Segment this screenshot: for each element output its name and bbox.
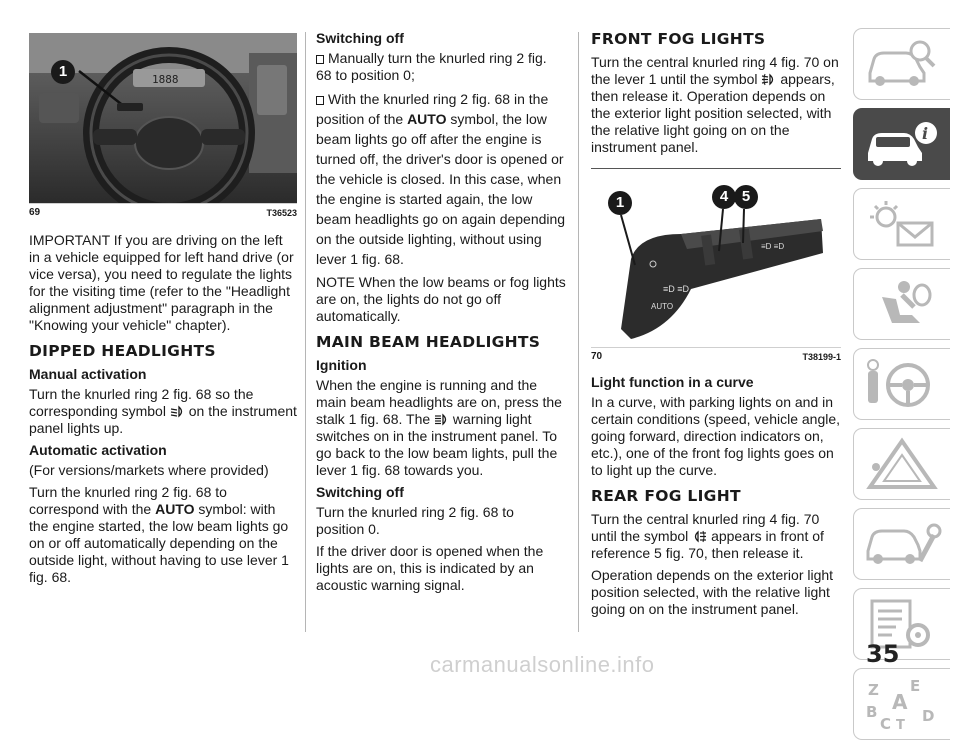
chapter-tab-starting-driving[interactable] (853, 348, 950, 420)
svg-text:1888: 1888 (152, 73, 179, 86)
chapter-tab-warning-lights[interactable] (853, 188, 950, 260)
index-letter-b: B (866, 703, 878, 721)
index-letter-d: D (922, 707, 935, 725)
bullet-item-1: Manually turn the knurled ring 2 fig. 68 to position 0; (316, 50, 547, 83)
page-number: 35 (866, 640, 900, 668)
middle-column (316, 0, 566, 599)
curve-light-text: In a curve, with parking lights on and in certain conditions (speed, vehicle angle, going forward, direction indicators on, etc.), one of the front fog lights goes on to light up the curve. (591, 394, 841, 478)
auto-symbol-label: AUTO (407, 111, 447, 127)
seat-airbag-icon (862, 277, 942, 331)
figure-code: T36523 (266, 207, 297, 218)
chapter-tab-knowing-vehicle[interactable] (853, 28, 950, 100)
figure-code: T38199-1 (802, 351, 841, 362)
ignition-heading: Ignition (316, 357, 367, 373)
main-beam-icon (434, 413, 449, 426)
section-separator (591, 168, 841, 169)
rear-fog-heading: REAR FOG LIGHT (591, 487, 741, 505)
low-beam-icon (170, 405, 185, 418)
key-steering-wheel-icon (862, 357, 942, 411)
car-info-icon (862, 117, 942, 171)
chapter-tab-safety[interactable] (853, 268, 950, 340)
warning-lights-mail-icon (862, 197, 942, 251)
index-letter-z: Z (868, 681, 879, 699)
left-column (29, 0, 297, 591)
warning-triangle-icon (862, 437, 942, 491)
chapter-tab-servicing[interactable] (853, 508, 950, 580)
switching-off-heading: Switching off (316, 30, 404, 46)
index-letter-e: E (910, 677, 921, 695)
svg-text:i: i (922, 124, 929, 143)
note-text: NOTE When the low beams or fog lights are on, the lights do not go off automatically. (316, 274, 566, 324)
front-fog-icon (761, 73, 776, 86)
index-letter-c: C (880, 715, 892, 731)
manual-activation-heading: Manual activation (29, 366, 147, 382)
rear-fog-text: Turn the central knurled ring 4 fig. 70 until the symbol appears in front of reference 5 fig. 70, then release it. (591, 511, 824, 561)
car-wrench-icon (862, 517, 942, 571)
automatic-activation-heading: Automatic activation (29, 442, 167, 458)
rear-fog-text-2: Operation depends on the exterior light position selected, with the relative light going on on the instrument panel. (591, 567, 834, 617)
stalk-auto-label: AUTO (651, 302, 674, 311)
alphabet-index-icon (862, 677, 942, 731)
figure-69-dashboard-photo (29, 33, 297, 203)
manual-activation-text: Turn the knurled ring 2 fig. 68 so the corresponding symbol on the instrument panel lights up. (29, 386, 297, 436)
column-divider-right (578, 32, 579, 632)
automatic-activation-text: Turn the knurled ring 2 fig. 68 to correspond with the AUTO symbol: with the engine started, the low beam lights go on or off automatically depending on the outside light, without having to use lever 1 fig. 68. (29, 484, 289, 585)
car-search-icon (862, 37, 942, 91)
front-fog-heading: FRONT FOG LIGHTS (591, 30, 766, 48)
front-fog-text: Turn the central knurled ring 4 fig. 70 on the lever 1 until the symbol appears, then release it. Operation depends on the exterior light position selected, with the relative light going on on the instrument panel. (591, 54, 839, 155)
ignition-text: When the engine is running and the main beam headlights are on, press the stalk 1 fig. 68. The warning light switches on in the instrument panel. To go back to the low beam lights, pull the lever 1 fig. 68 towards you. (316, 377, 562, 478)
svg-text:≡D ≡D: ≡D ≡D (761, 242, 785, 251)
index-letter-a: A (892, 690, 908, 714)
bullet-square-icon (316, 55, 324, 64)
watermark: carmanualsonline.info (430, 652, 655, 677)
svg-text:≡D ≡D: ≡D ≡D (663, 284, 690, 294)
rear-fog-icon (692, 530, 707, 543)
index-letter-t: T (896, 718, 905, 731)
dipped-headlights-heading: DIPPED HEADLIGHTS (29, 342, 216, 360)
automatic-activation-note: (For versions/markets where provided) (29, 462, 269, 478)
chapter-tab-know-your-vehicle-active[interactable] (853, 108, 950, 180)
figure-70-stalk-diagram (591, 179, 841, 347)
callout-1: 1 (608, 191, 632, 215)
callout-4: 4 (712, 185, 736, 209)
callout-1: 1 (51, 60, 75, 84)
important-note: IMPORTANT If you are driving on the left in a vehicle equipped for left hand drive (or vice versa), you need to regulate the lights for the visiting time (refer to the "Headlight alignment adjustment" paragraph in the "Knowing your vehicle" chapter). (29, 232, 294, 333)
switching-off-2-text: Turn the knurled ring 2 fig. 68 to position 0. (316, 504, 514, 537)
switching-off-2-heading: Switching off (316, 484, 404, 500)
figure-70-caption (591, 347, 841, 362)
steering-wheel-illustration (29, 33, 297, 203)
auto-symbol-label: AUTO (155, 501, 195, 517)
bullet-square-icon (316, 96, 324, 105)
bullet-item-2: With the knurled ring 2 fig. 68 in the position of the AUTO symbol, the low beam lights go off after the engine is turned off, the driver's door is opened or the vehicle is closed. In this case, when the engine is started again, the low beam headlights go on again depending on the outside lighting, without using lever 1 fig. 68. (316, 91, 566, 267)
chapter-tab-index[interactable] (853, 668, 950, 740)
door-warning-text: If the driver door is opened when the lights are on, this is indicated by an acoustic warning signal. (316, 543, 544, 593)
figure-number: 69 (29, 207, 41, 218)
figure-69-caption (29, 203, 297, 218)
callout-5: 5 (734, 185, 758, 209)
column-divider-left (305, 32, 306, 632)
main-beam-heading: MAIN BEAM HEADLIGHTS (316, 333, 541, 351)
chapter-tab-emergency[interactable] (853, 428, 950, 500)
curve-light-heading: Light function in a curve (591, 374, 754, 390)
right-column (591, 0, 841, 623)
figure-number: 70 (591, 351, 603, 362)
